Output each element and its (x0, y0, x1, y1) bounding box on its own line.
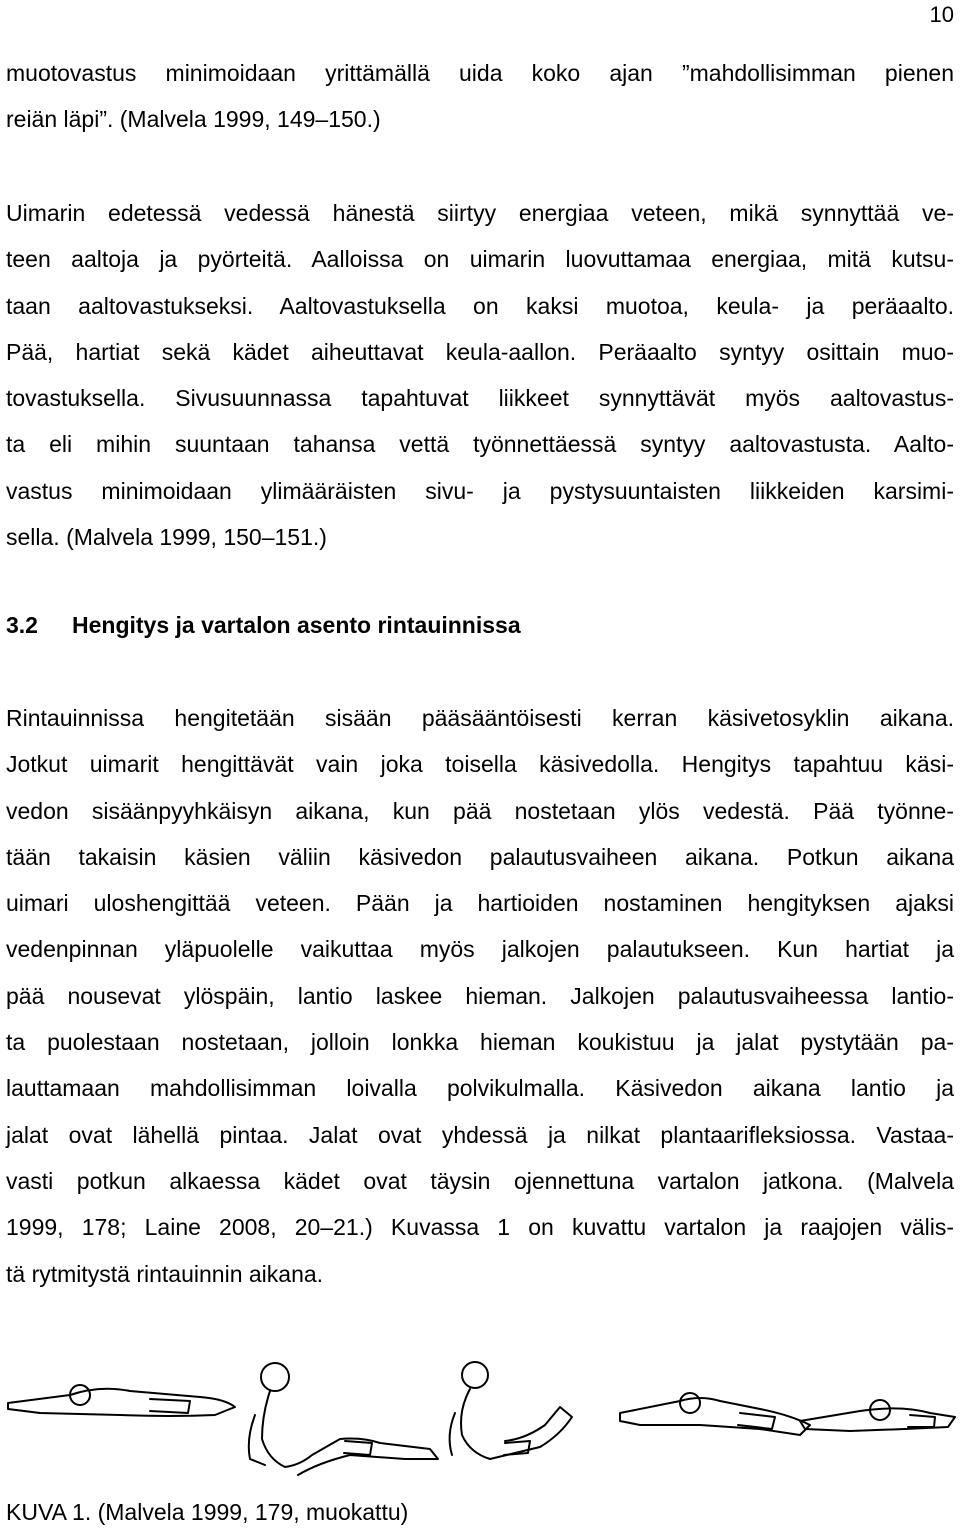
paragraph-1 (6, 50, 954, 143)
text-line: uimari uloshengittää veteen. Pään ja hartioiden nostaminen hengityksen ajaksi (6, 890, 954, 917)
text-line: Uimarin edetessä vedessä hänestä siirtyy energiaa veteen, mikä synnyttää ve- (6, 200, 954, 226)
text-line: lauttamaan mahdollisimman loivalla polvikulmalla. Käsivedon aikana lantio ja (6, 1075, 954, 1102)
section-heading (6, 612, 521, 639)
text-line: tä rytmitystä rintauinnin aikana. (6, 1260, 324, 1287)
text-line: 1999, 178; Laine 2008, 20–21.) Kuvassa 1 on kuvattu vartalon ja raajojen välis- (6, 1214, 954, 1241)
figure-caption: KUVA 1. (Malvela 1999, 179, muokattu) (6, 1499, 409, 1525)
text-line: vedenpinnan yläpuolelle vaikuttaa myös jalkojen palautukseen. Kun hartiat ja (6, 936, 954, 963)
swimmer-glide-1 (8, 1385, 235, 1416)
text-line: jalat ovat lähellä pintaa. Jalat ovat yhdessä ja nilkat plantaarifleksiossa. Vastaa- (6, 1121, 954, 1148)
text-line: pää nousevat ylöspäin, lantio laskee hieman. Jalkojen palautusvaiheessa lantio- (6, 982, 954, 1009)
page-number: 10 (929, 2, 954, 27)
text-line: Rintauinnissa hengitetään sisään pääsääntöisesti kerran käsivetosyklin aikana. (6, 705, 954, 731)
swimmer-kick (620, 1393, 810, 1435)
text-line: ta puolestaan nostetaan, jolloin lonkka hieman koukistuu ja jalat pystytään pa- (6, 1029, 954, 1056)
text-line: Pää, hartiat sekä kädet aiheuttavat keula-aallon. Peräaalto syntyy osittain muo- (6, 338, 954, 365)
swimmer-leg-recovery (450, 1362, 572, 1459)
text-line: muotovastus minimoidaan yrittämällä uida koko ajan ”mahdollisimman pienen (6, 60, 954, 86)
paragraph-3 (6, 695, 954, 1297)
swimmer-breathing (249, 1363, 438, 1475)
text-line: ta eli mihin suuntaan tahansa vettä työnnettäessä syntyy aaltovastusta. Aalto- (6, 431, 954, 458)
text-line: teen aaltoja ja pyörteitä. Aalloissa on uimarin luovuttamaa energiaa, mitä kutsu- (6, 246, 954, 273)
text-line: tovastuksella. Sivusuunnassa tapahtuvat liikkeet synnyttävät myös aaltovastus- (6, 385, 954, 412)
text-line: vastus minimoidaan ylimääräisten sivu- ja pystysuuntaisten liikkeiden karsimi- (6, 477, 954, 504)
text-line: vasti potkun alkaessa kädet ovat täysin ojennettuna vartalon jatkona. (Malvela (6, 1167, 954, 1194)
section-number: 3.2 (6, 612, 38, 638)
text-line: reiän läpi”. (Malvela 1999, 149–150.) (6, 106, 381, 133)
text-line: tään takaisin käsien väliin käsivedon palautusvaiheen aikana. Potkun aikana (6, 843, 954, 870)
paragraph-2 (6, 190, 954, 560)
breaststroke-sequence-figure (0, 1355, 960, 1495)
swimmer-glide-2 (800, 1400, 955, 1431)
text-line: taan aaltovastukseksi. Aaltovastuksella on kaksi muotoa, keula- ja peräaalto. (6, 292, 954, 319)
section-title: Hengitys ja vartalon asento rintauinnissa (72, 612, 521, 638)
text-line: Jotkut uimarit hengittävät vain joka toisella käsivedolla. Hengitys tapahtuu käsi- (6, 751, 954, 778)
text-line: vedon sisäänpyyhkäisyn aikana, kun pää nostetaan ylös vedestä. Pää työnne- (6, 797, 954, 824)
text-line: sella. (Malvela 1999, 150–151.) (6, 524, 327, 551)
